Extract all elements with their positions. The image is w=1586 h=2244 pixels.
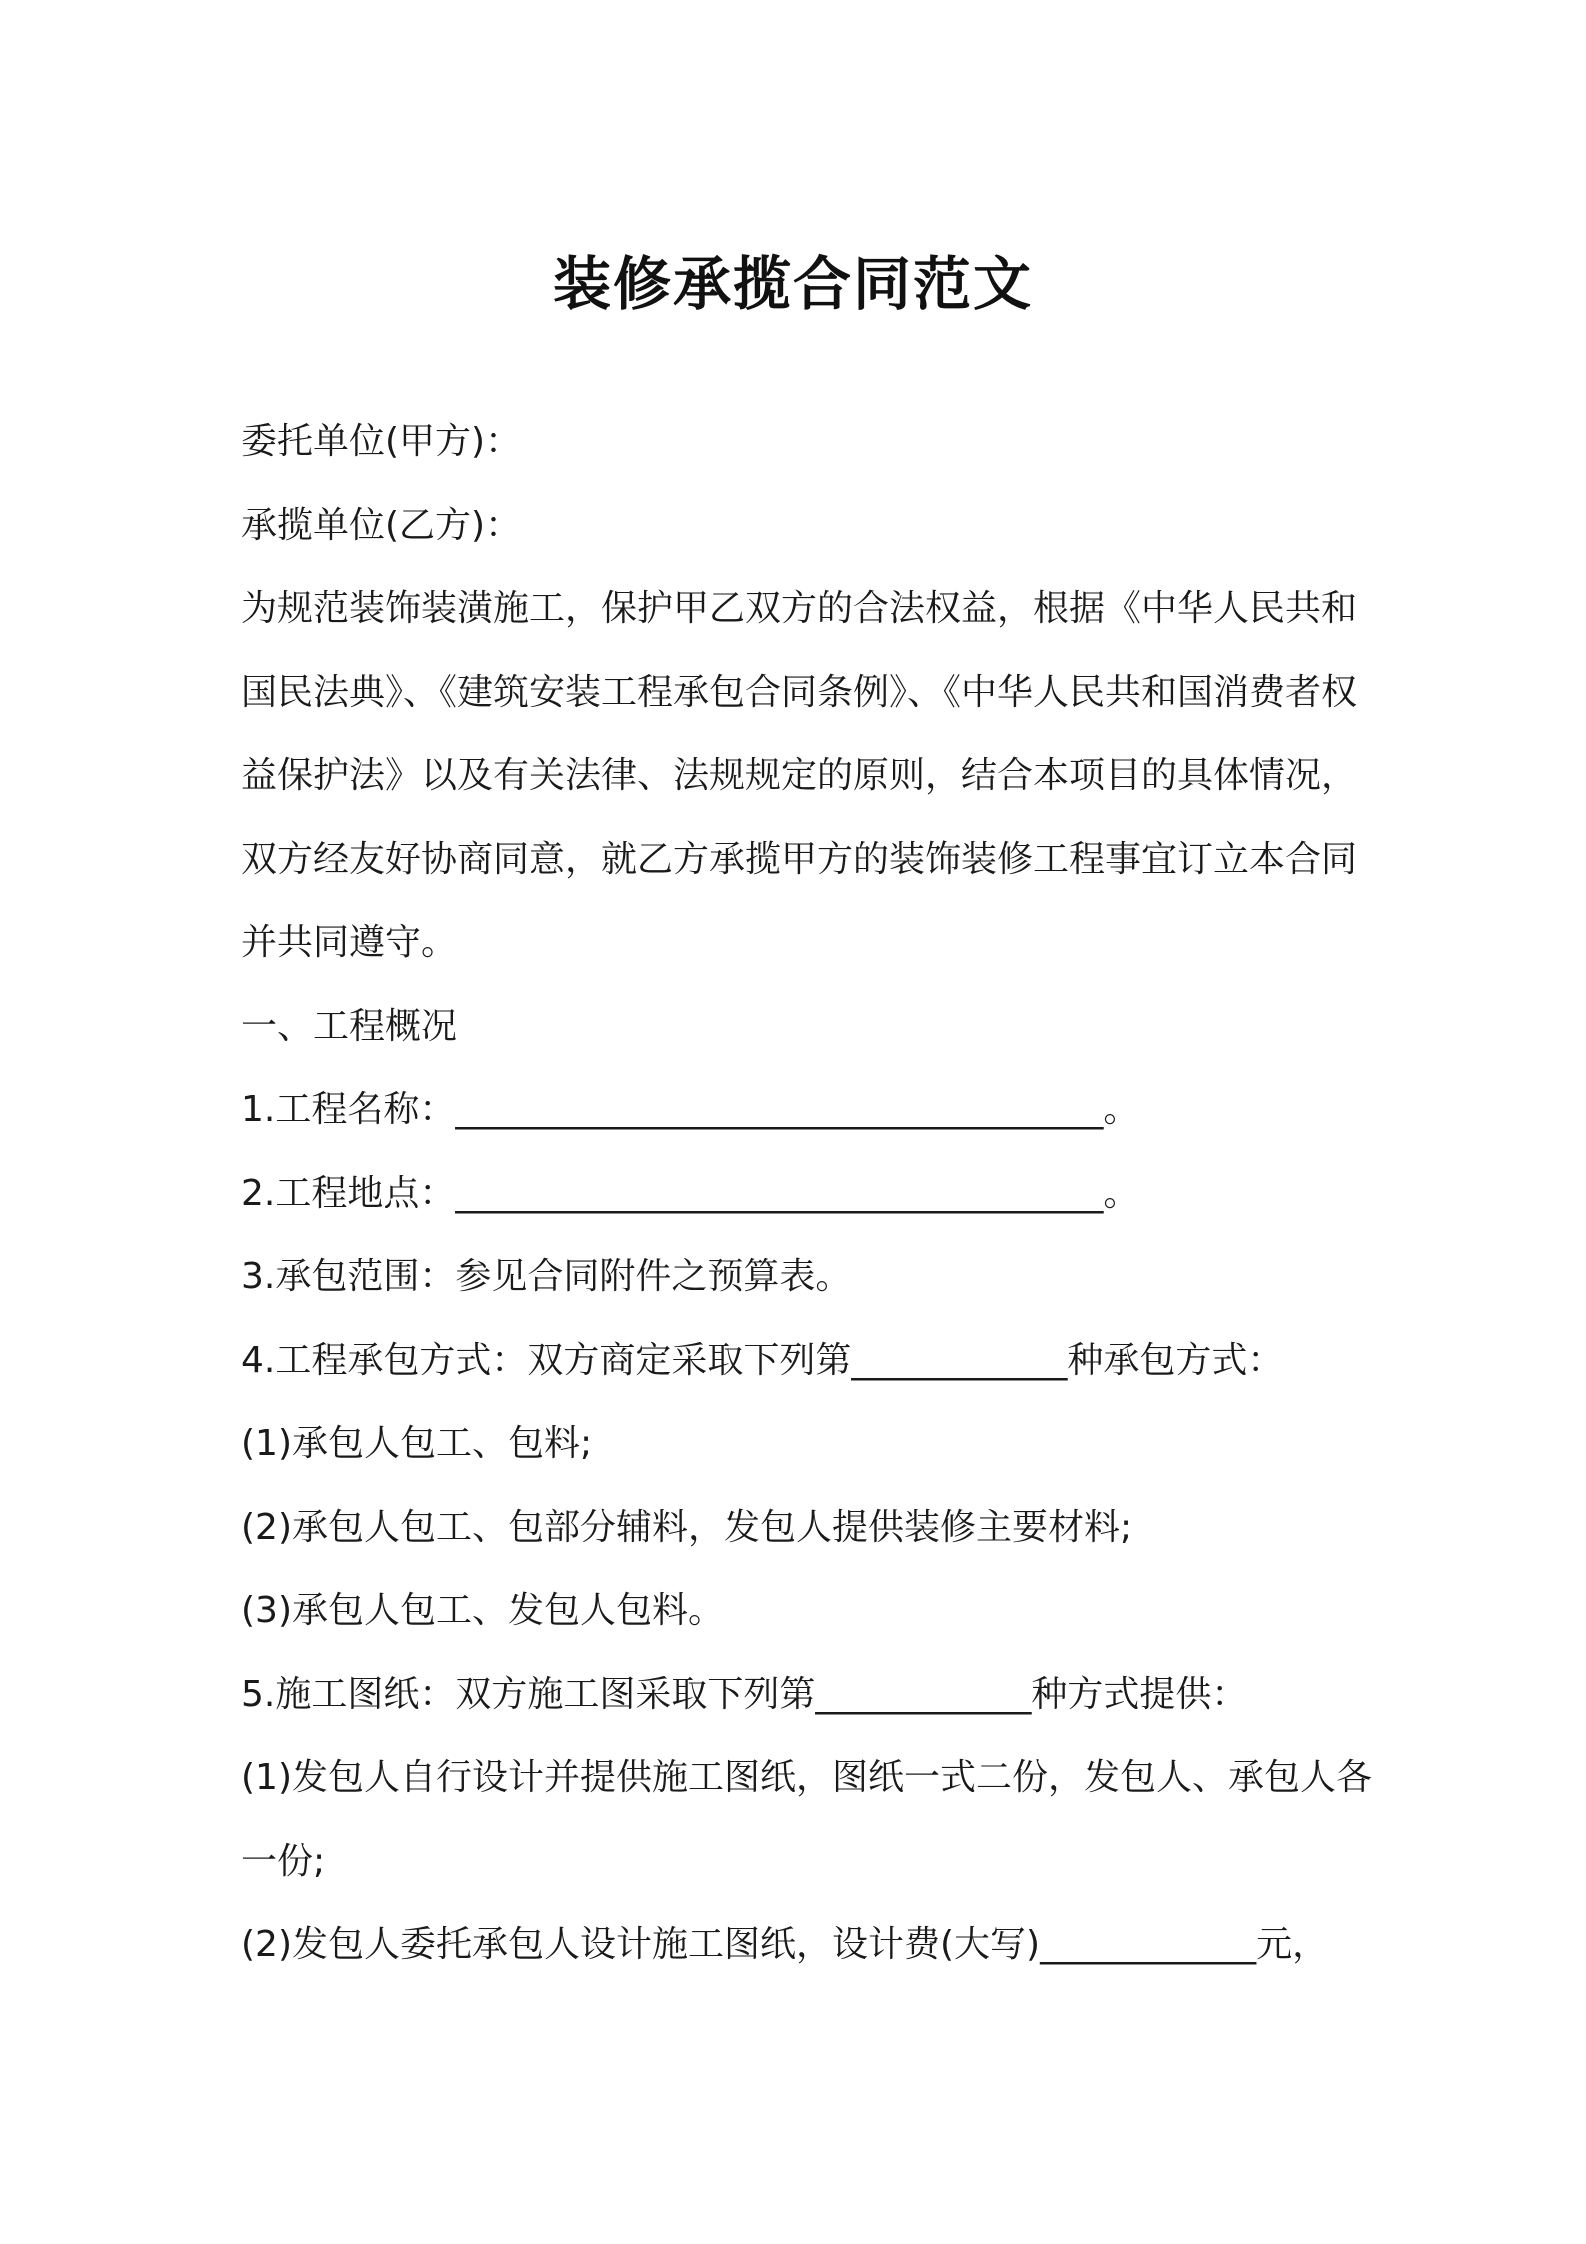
document-title: 装修承揽合同范文 bbox=[552, 249, 1033, 318]
option-contractor-designs-drawings: (2)发包人委托承包人设计施工图纸，设计费(大写)____________元， bbox=[241, 1924, 1329, 1965]
clause-project-location: 2.工程地点：____________________________________。 bbox=[241, 1172, 1140, 1214]
clause-construction-drawings: 5.施工图纸：双方施工图采取下列第____________种方式提供： bbox=[241, 1673, 1248, 1715]
option-labor-and-materials: (1)承包人包工、包料; bbox=[241, 1423, 593, 1464]
option-owner-provides-drawings: (1)发包人自行设计并提供施工图纸，图纸一式二份，发包人、承包人各一份; bbox=[241, 1757, 1372, 1882]
clause-project-name: 1.工程名称：____________________________________。 bbox=[241, 1089, 1140, 1130]
document-body bbox=[241, 400, 1376, 1987]
clause-contract-scope: 3.承包范围：参见合同附件之预算表。 bbox=[241, 1256, 852, 1297]
option-labor-and-partial-materials: (2)承包人包工、包部分辅料，发包人提供装修主要材料; bbox=[241, 1506, 1133, 1548]
option-labor-only: (3)承包人包工、发包人包料。 bbox=[241, 1590, 724, 1631]
clause-contracting-method: 4.工程承包方式：双方商定采取下列第____________种承包方式： bbox=[241, 1339, 1284, 1381]
section-heading-project-overview: 一、工程概况 bbox=[241, 1005, 458, 1047]
preamble-paragraph: 为规范装饰装潢施工，保护甲乙双方的合法权益，根据《中华人民共和国民法典》、《建筑安装工程承包合同条例》、《中华人民共和国消费者权益保护法》以及有关法律、法规规定的原则，结合本项目的具体情况，双方经友好协商同意，就乙方承揽甲方的装饰装修工程事宜订立本合同并共同遵守。 bbox=[241, 588, 1358, 963]
party-a-line: 委托单位(甲方)： bbox=[241, 421, 522, 462]
party-b-line: 承揽单位(乙方)： bbox=[241, 504, 522, 546]
